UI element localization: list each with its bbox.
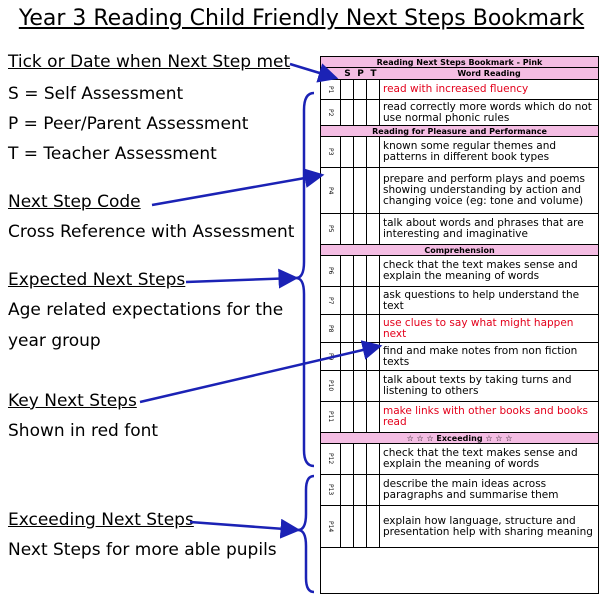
step-text: read correctly more words which do not use normal phonic rules [383,100,592,124]
page-title: Year 3 Reading Child Friendly Next Steps Bookmark [18,6,585,31]
step-code: P3 [321,137,341,167]
step-text: prepare and perform plays and poems showing understanding by action and changing voice (eg: tone and volume) [383,173,585,207]
step-code: P11 [321,402,341,432]
col-header-t: T [370,68,377,79]
section-heading: ☆ ☆ ☆ Exceeding ☆ ☆ ☆ [406,433,513,443]
step-code: P6 [321,256,341,286]
bookmark-title: Reading Next Steps Bookmark - Pink [376,57,543,67]
step-text: check that the text makes sense and explain the meaning of words [383,447,578,470]
expected-brace [296,93,314,466]
exceeding-arrow [190,522,298,530]
s-legend: S = Self Assessment [8,84,184,104]
key-arrow [140,346,380,402]
section-heading: Word Reading [457,69,521,78]
step-code: P12 [321,444,341,474]
t-legend: T = Teacher Assessment [8,144,217,164]
exceeding-desc: Next Steps for more able pupils [8,540,277,560]
col-header-p: P [357,68,364,79]
code-desc: Cross Reference with Assessment [8,222,295,242]
step-text: read with increased fluency [383,83,529,95]
code-heading: Next Step Code [8,192,141,212]
step-code: P5 [321,214,341,244]
key-desc: Shown in red font [8,421,159,441]
p-legend: P = Peer/Parent Assessment [8,114,249,134]
step-text: known some regular themes and patterns in different book types [383,140,557,163]
expected-arrow [186,278,296,282]
step-code: P8 [321,315,341,342]
step-text: describe the main ideas across paragraphs and summarise them [383,478,559,501]
tick-heading: Tick or Date when Next Step met [8,52,291,72]
step-code: P13 [321,475,341,505]
col-header-s: S [344,68,351,79]
step-text: check that the text makes sense and explain the meaning of words [383,259,578,282]
key-heading: Key Next Steps [8,391,137,411]
step-text: talk about words and phrases that are interesting and imaginative [383,217,584,240]
step-code: P14 [321,506,341,547]
code-arrow [152,175,322,205]
step-code: P7 [321,287,341,314]
section-heading: Comprehension [424,245,495,255]
step-code: P4 [321,168,341,213]
step-text: ask questions to help understand the text [383,288,580,312]
tick-arrow [290,64,336,78]
step-code: P10 [321,371,341,401]
exceeding-heading: Exceeding Next Steps [8,510,194,530]
expected-desc-2: year group [8,331,101,351]
step-code: P2 [321,100,341,125]
exceeding-brace [298,476,314,592]
step-code: P9 [321,343,341,370]
step-text: find and make notes from non fiction texts [383,344,578,368]
step-code: P1 [321,80,341,99]
step-text: explain how language, structure and presentation help with sharing meaning [383,514,593,538]
step-text: talk about texts by taking turns and listening to others [383,374,572,397]
step-text: make links with other books and books read [383,405,589,428]
expected-desc-1: Age related expectations for the [8,300,284,320]
expected-heading: Expected Next Steps [8,270,186,290]
section-heading: Reading for Pleasure and Performance [372,126,547,136]
step-text: use clues to say what might happen next [383,316,574,340]
